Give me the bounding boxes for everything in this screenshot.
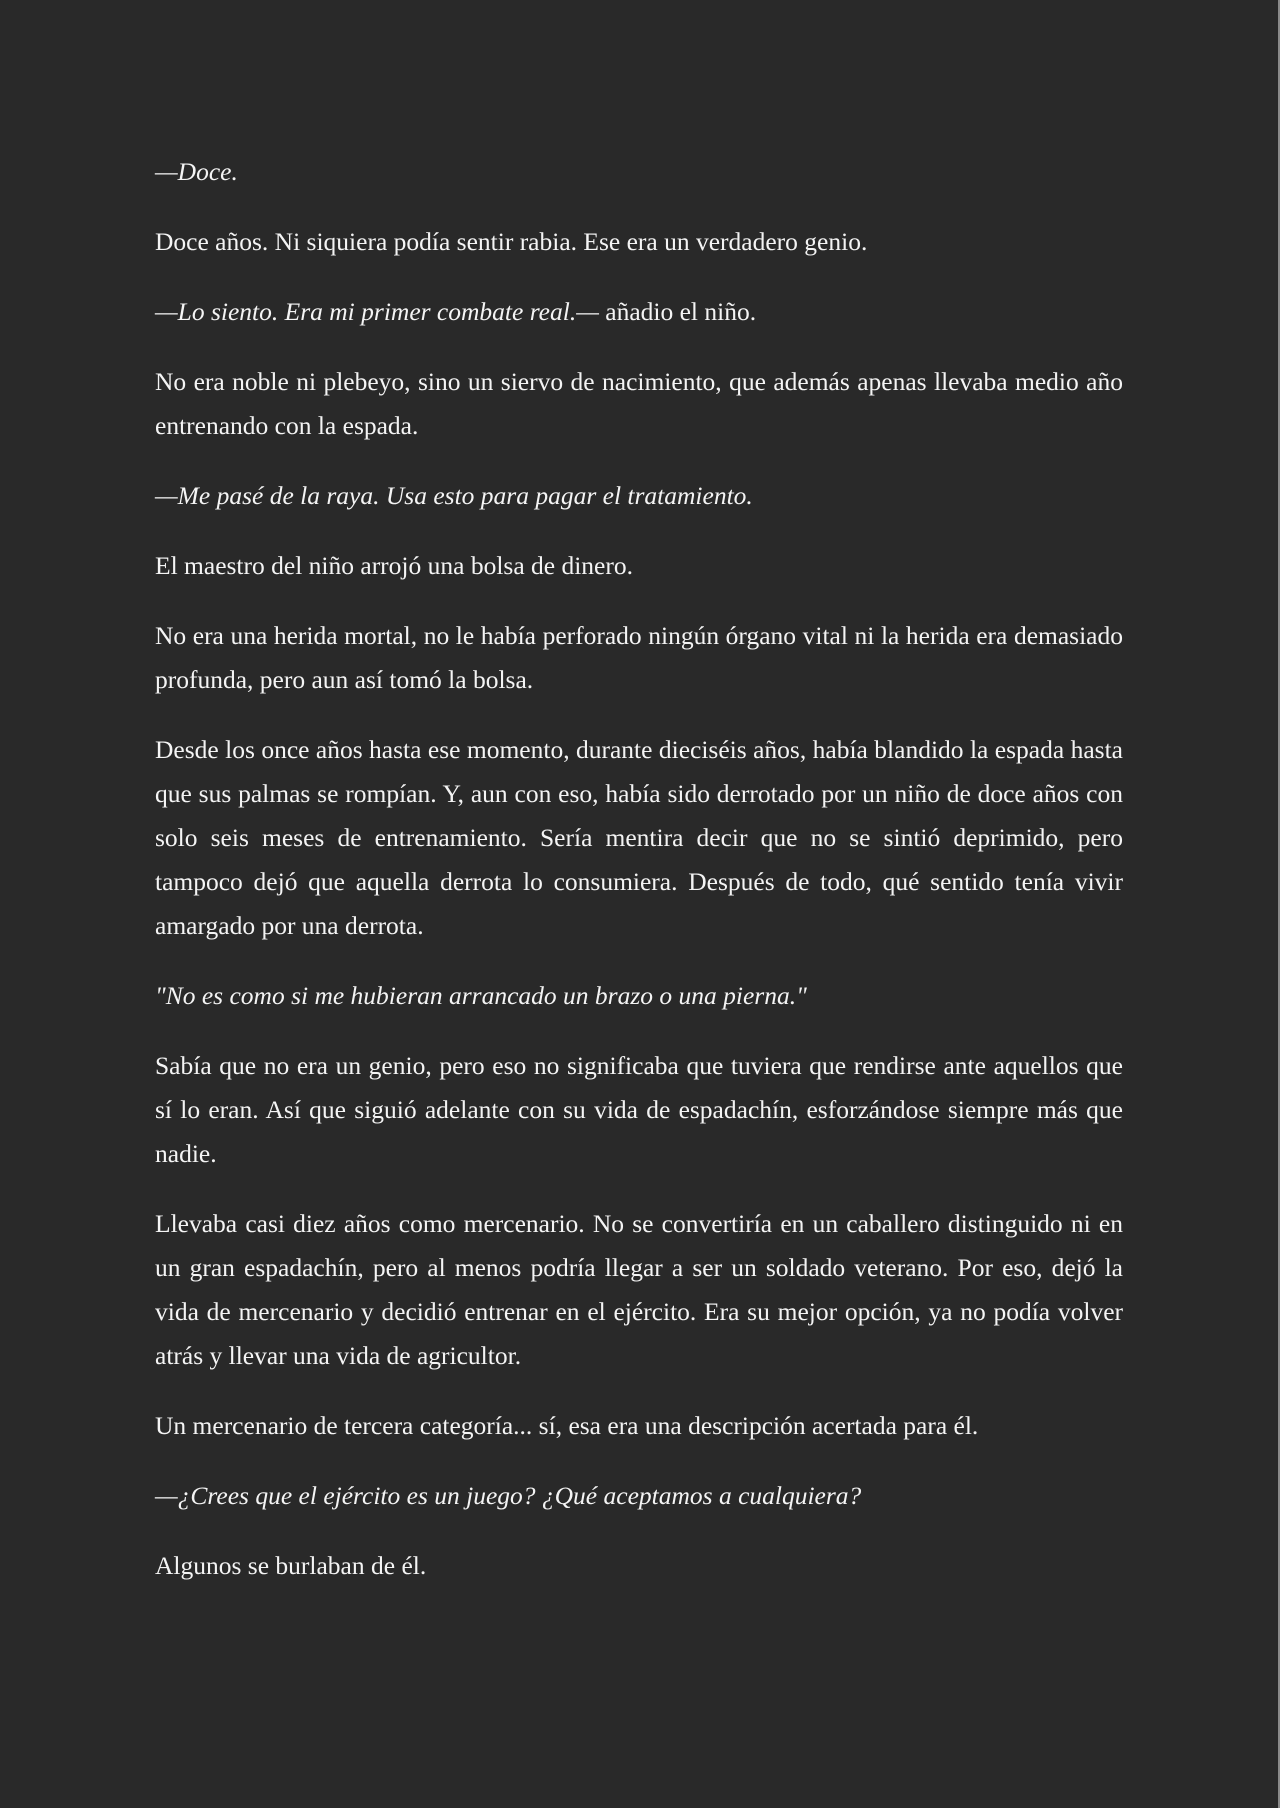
narration-paragraph: Un mercenario de tercera categoría... sí, esa era una descripción acertada para él. (155, 1411, 979, 1440)
narration-paragraph: Llevaba casi diez años como mercenario. No se convertiría en un caballero distinguido ni en un gran espadachín, pero al menos podría llegar a ser un soldado veterano. Por eso, dejó la vida de mercenario y decidió entrenar en el ejército. Era su mejor opción, ya no podía volver atrás y llevar una vida de agricultor. (155, 1209, 1123, 1370)
narration-paragraph: No era noble ni plebeyo, sino un siervo de nacimiento, que además apenas llevaba medio año entrenando con la espada. (155, 367, 1123, 440)
dialogue-span: —Lo siento. Era mi primer combate real.— (155, 297, 599, 326)
mixed-dialogue-paragraph (155, 290, 1123, 334)
dialogue-paragraph: —Doce. (155, 157, 238, 186)
narration-paragraph: Sabía que no era un genio, pero eso no significaba que tuviera que rendirse ante aquellos que sí lo eran. Así que siguió adelante con su vida de espadachín, esforzándose siempre más que nadie. (155, 1051, 1123, 1168)
chapter-text (155, 150, 1123, 1614)
narration-paragraph: No era una herida mortal, no le había perforado ningún órgano vital ni la herida era demasiado profunda, pero aun así tomó la bolsa. (155, 621, 1123, 694)
narration-paragraph: Desde los once años hasta ese momento, durante dieciséis años, había blandido la espada hasta que sus palmas se rompían. Y, aun con eso, había sido derrotado por un niño de doce años con solo seis meses de entrenamiento. Sería mentira decir que no se sintió deprimido, pero tampoco dejó que aquella derrota lo consumiera. Después de todo, qué sentido tenía vivir amargado por una derrota. (155, 735, 1123, 940)
narration-paragraph: Algunos se burlaban de él. (155, 1551, 427, 1580)
dialogue-paragraph: —Me pasé de la raya. Usa esto para pagar el tratamiento. (155, 481, 753, 510)
dialogue-paragraph: —¿Crees que el ejército es un juego? ¿Qué aceptamos a cualquiera? (155, 1481, 862, 1510)
narration-paragraph: Doce años. Ni siquiera podía sentir rabia. Ese era un verdadero genio. (155, 227, 868, 256)
thought-paragraph: "No es como si me hubieran arrancado un brazo o una pierna." (155, 981, 807, 1010)
narration-span: añadio el niño. (598, 297, 757, 326)
narration-paragraph: El maestro del niño arrojó una bolsa de dinero. (155, 551, 633, 580)
